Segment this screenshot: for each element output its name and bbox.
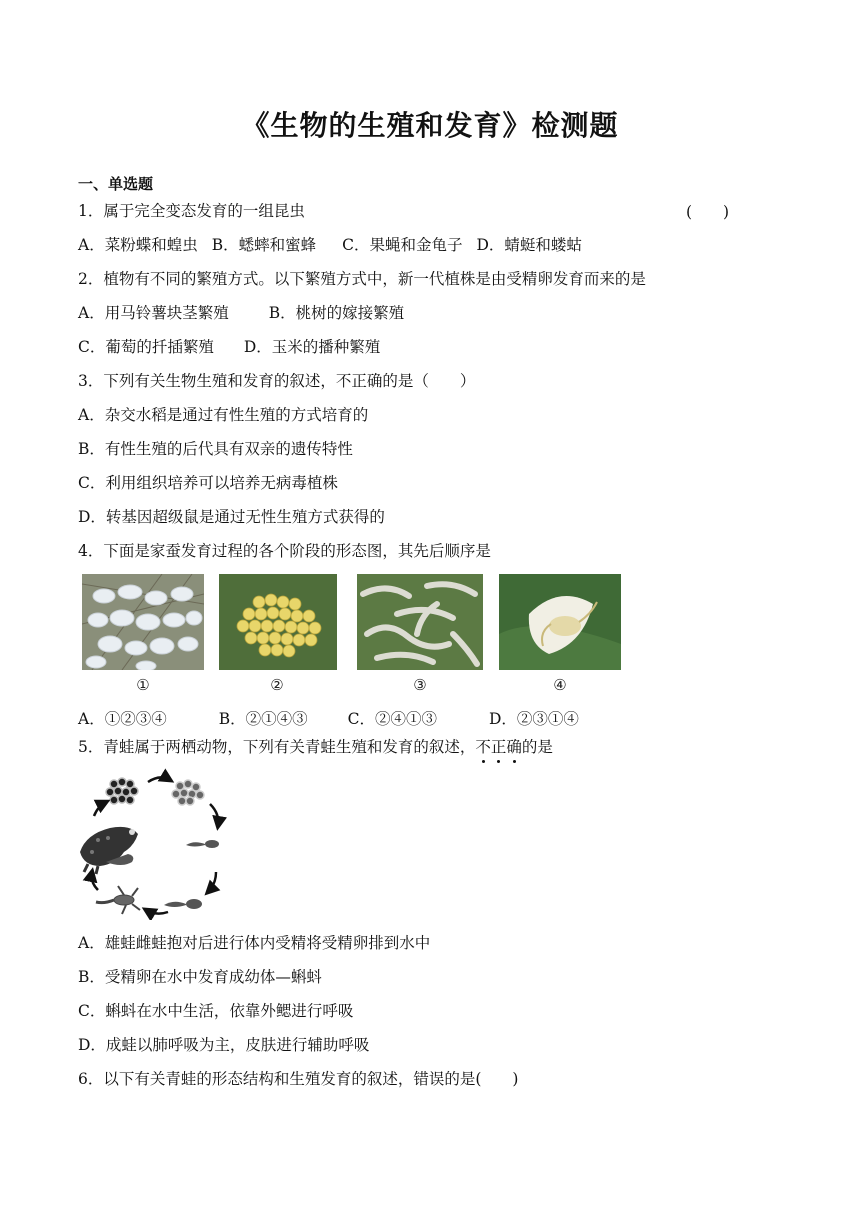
option-b: B．②①④③ (218, 710, 308, 728)
option-a: A．雄蛙雌蛙抱对后进行体内受精将受精卵排到水中 (78, 934, 431, 952)
page-title: 《生物的生殖和发育》检测题 (241, 109, 619, 142)
option-d: D．玉米的播种繁殖 (243, 338, 381, 356)
option-b: B．桃树的嫁接繁殖 (268, 304, 405, 322)
question-2-options-row2 (78, 336, 380, 358)
question-1-stem: 1．属于完全变态发育的一组昆虫 (78, 202, 305, 220)
answer-parenthesis: ( ) (686, 203, 730, 221)
emphasis-char: 正 (490, 738, 507, 756)
option-d: D．②③①④ (488, 710, 579, 728)
frog-life-cycle-diagram (76, 768, 236, 920)
option-b: B．蟋蟀和蜜蜂 (211, 236, 317, 254)
label-2: ② (270, 676, 284, 694)
option-c: C．②④①③ (347, 710, 437, 728)
question-5-stem (78, 736, 553, 758)
option-d: D．转基因超级鼠是通过无性生殖方式获得的 (78, 508, 385, 526)
option-c: C．葡萄的扦插繁殖 (78, 338, 214, 356)
emphasis-char: 确 (506, 738, 522, 756)
label-1: ① (136, 676, 150, 694)
option-d: D．蜻蜓和蝼蛄 (476, 236, 582, 254)
moth-photo (499, 574, 621, 670)
question-1-options (78, 234, 582, 256)
stem-text: 的是 (521, 738, 553, 756)
label-4: ④ (553, 676, 567, 694)
egg-photo (219, 574, 337, 670)
question-4-stem: 4．下面是家蚕发育过程的各个阶段的形态图，其先后顺序是 (78, 542, 491, 560)
option-c: C．果蝇和金龟子 (342, 236, 463, 254)
stem-text: 5．青蛙属于两栖动物，下列有关青蛙生殖和发育的叙述， (78, 738, 476, 756)
section-heading: 一、单选题 (78, 175, 154, 193)
option-c: C．蝌蚪在水中生活，依靠外鳃进行呼吸 (78, 1002, 354, 1020)
emphasis-char: 不 (475, 738, 491, 756)
option-a: A．菜粉蝶和蝗虫 (78, 236, 198, 254)
label-3: ③ (413, 676, 427, 694)
option-d: D．成蛙以肺呼吸为主，皮肤进行辅助呼吸 (78, 1036, 370, 1054)
cocoon-photo (82, 574, 204, 670)
option-a: A．杂交水稻是通过有性生殖的方式培育的 (78, 406, 369, 424)
option-b: B．受精卵在水中发育成幼体—蝌蚪 (78, 968, 322, 986)
question-3-stem: 3．下列有关生物生殖和发育的叙述，不正确的是（ ） (78, 372, 476, 390)
option-b: B．有性生殖的后代具有双亲的遗传特性 (78, 440, 353, 458)
question-2-stem: 2．植物有不同的繁殖方式。以下繁殖方式中，新一代植株是由受精卵发育而来的是 (78, 270, 646, 288)
question-2-options-row1 (78, 302, 404, 324)
option-a: A．用马铃薯块茎繁殖 (78, 304, 229, 322)
question-4-options (78, 708, 579, 730)
question-6-stem: 6．以下有关青蛙的形态结构和生殖发育的叙述，错误的是( ) (78, 1070, 519, 1088)
option-a: A．①②③④ (78, 710, 167, 728)
larva-photo (357, 574, 483, 670)
option-c: C．利用组织培养可以培养无病毒植株 (78, 474, 338, 492)
